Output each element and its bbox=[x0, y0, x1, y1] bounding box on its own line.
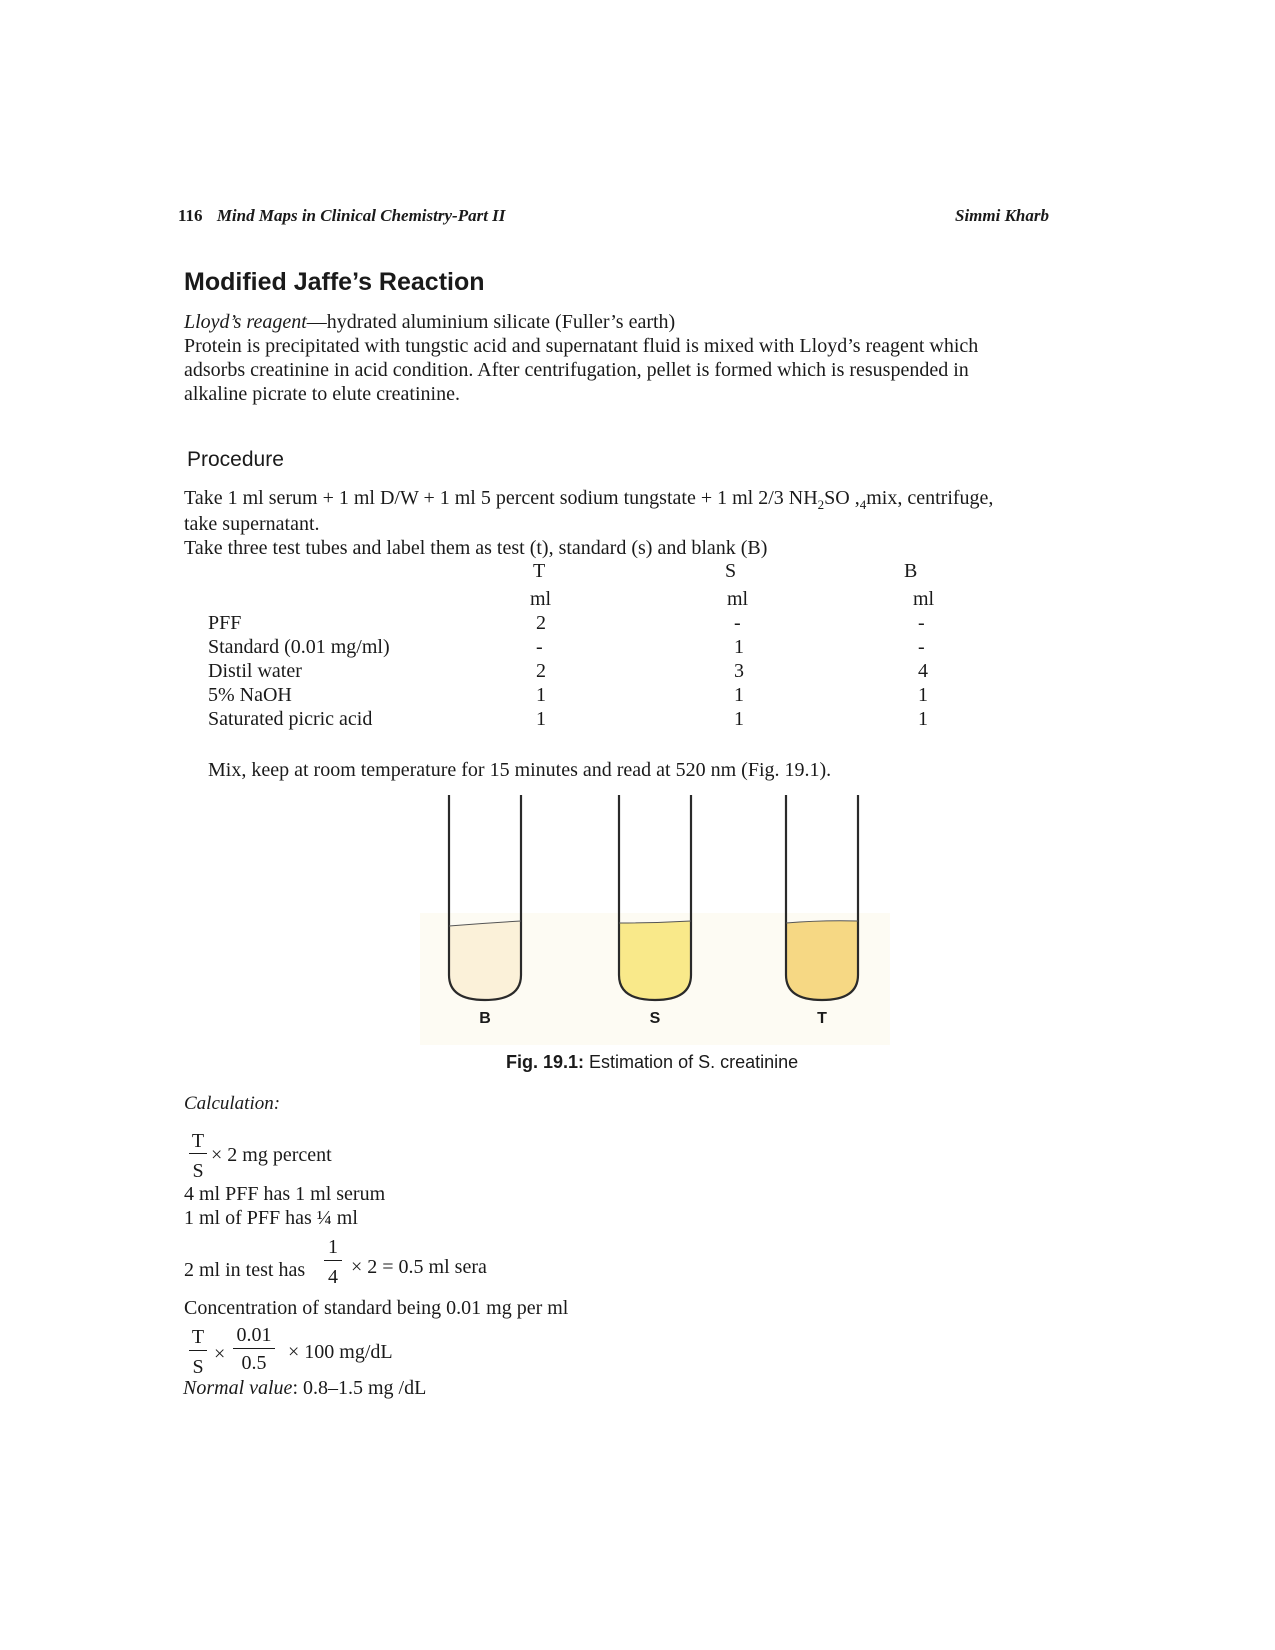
tube-label-b: B bbox=[479, 1010, 491, 1027]
table-cell: 4 bbox=[918, 660, 928, 682]
procedure-title: Procedure bbox=[187, 448, 284, 471]
table-cell: 1 bbox=[536, 684, 546, 706]
test-tube-b bbox=[449, 795, 521, 1000]
figure-caption-prefix: Fig. 19.1: bbox=[506, 1052, 585, 1072]
formula1-numerator: T bbox=[191, 1130, 205, 1152]
col-header-s: S bbox=[725, 560, 737, 582]
page-number: 116 bbox=[178, 206, 203, 225]
intro-line-2: adsorbs creatinine in acid condition. After centrifugation, pellet is formed which is resuspended in bbox=[184, 359, 969, 381]
table-row-label: Standard (0.01 mg/ml) bbox=[208, 636, 390, 658]
mix-note: Mix, keep at room temperature for 15 minutes and read at 520 nm (Fig. 19.1). bbox=[208, 759, 832, 781]
formula2-numerator: 1 bbox=[328, 1236, 338, 1258]
table-row-label: 5% NaOH bbox=[208, 684, 292, 706]
table-cell: - bbox=[918, 636, 925, 658]
book-title: Mind Maps in Clinical Chemistry-Part II bbox=[216, 206, 506, 225]
calc-line-standard: Concentration of standard being 0.01 mg per ml bbox=[184, 1297, 569, 1319]
table-cell: 1 bbox=[918, 708, 928, 730]
formula1-rest: × 2 mg percent bbox=[211, 1144, 332, 1166]
unit-t: ml bbox=[530, 588, 552, 610]
formula1-fraction-bar bbox=[189, 1153, 207, 1154]
tube-s-liquid bbox=[619, 921, 691, 1000]
formula3b-denominator: 0.5 bbox=[241, 1352, 267, 1374]
figure-caption bbox=[506, 1052, 798, 1073]
section-title: Modified Jaffe’s Reaction bbox=[184, 268, 485, 296]
tube-b-liquid bbox=[449, 921, 521, 1000]
table-row-label: PFF bbox=[208, 612, 242, 634]
procedure-line-3: Take three test tubes and label them as test (t), standard (s) and blank (B) bbox=[184, 537, 768, 559]
calc-line-test-post: × 2 = 0.5 ml sera bbox=[351, 1256, 487, 1278]
tube-t-liquid bbox=[786, 921, 858, 1000]
col-header-b: B bbox=[904, 560, 918, 582]
formula3b-fraction-bar bbox=[233, 1348, 275, 1349]
col-header-t: T bbox=[533, 560, 546, 582]
normal-value-label: Normal value bbox=[183, 1377, 293, 1399]
running-header-left bbox=[178, 206, 505, 226]
unit-s: ml bbox=[727, 588, 749, 610]
table-cell: 1 bbox=[734, 684, 744, 706]
formula2-fraction-bar bbox=[324, 1260, 342, 1261]
calc-line-test-pre: 2 ml in test has bbox=[184, 1259, 306, 1281]
formula3-times: × bbox=[214, 1343, 226, 1365]
table-cell: - bbox=[536, 636, 543, 658]
unit-b: ml bbox=[913, 588, 935, 610]
formula3-numerator: T bbox=[191, 1326, 205, 1348]
intro-line-3: alkaline picrate to elute creatinine. bbox=[184, 383, 460, 405]
calc-line-quarter: 1 ml of PFF has ¼ ml bbox=[184, 1207, 358, 1229]
term-definition: —hydrated aluminium silicate (Fuller’s earth) bbox=[306, 311, 676, 333]
formula3-rest: × 100 mg/dL bbox=[288, 1341, 393, 1363]
table-cell: 1 bbox=[536, 708, 546, 730]
tube-label-t: T bbox=[817, 1010, 827, 1027]
intro-definition bbox=[184, 310, 675, 334]
table-cell: 1 bbox=[734, 636, 744, 658]
procedure-line-1: Take 1 ml serum + 1 ml D/W + 1 ml 5 percent sodium tungstate + 1 ml 2/3 $NH_2SO$ $,_4mix$, centrifuge, bbox=[184, 487, 994, 512]
intro-line-1: Protein is precipitated with tungstic acid and supernatant fluid is mixed with Lloyd’s reagent which bbox=[184, 335, 979, 357]
tube-label-s: S bbox=[649, 1010, 661, 1027]
calc-line-pff: 4 ml PFF has 1 ml serum bbox=[184, 1183, 386, 1205]
calculation-title: Calculation: bbox=[184, 1093, 281, 1114]
table-cell: 1 bbox=[918, 684, 928, 706]
table-cell: 3 bbox=[734, 660, 744, 682]
table-cell: 2 bbox=[536, 612, 546, 634]
test-tube-s bbox=[619, 795, 691, 1000]
formula3-fraction-bar bbox=[189, 1350, 207, 1351]
formula2-denominator: 4 bbox=[328, 1266, 338, 1288]
figure-caption-text: Estimation of S. creatinine bbox=[584, 1052, 799, 1072]
author-name: Simmi Kharb bbox=[954, 206, 1049, 225]
formula3b-numerator: 0.01 bbox=[236, 1324, 272, 1346]
table-cell: 2 bbox=[536, 660, 546, 682]
test-tube-t bbox=[786, 795, 858, 1000]
normal-value-line bbox=[183, 1376, 426, 1400]
table-cell: 1 bbox=[734, 708, 744, 730]
table-row-label: Distil water bbox=[208, 660, 302, 682]
formula3-denominator: S bbox=[192, 1356, 204, 1378]
formula1-denominator: S bbox=[192, 1160, 204, 1182]
term-lloyds-reagent: Lloyd’s reagent bbox=[184, 311, 307, 333]
table-cell: - bbox=[918, 612, 925, 634]
normal-value-range: : 0.8–1.5 mg /dL bbox=[292, 1377, 427, 1399]
table-cell: - bbox=[734, 612, 741, 634]
test-tubes-figure bbox=[420, 795, 890, 1045]
table-row-label: Saturated picric acid bbox=[208, 708, 373, 730]
procedure-line-2: take supernatant. bbox=[184, 513, 320, 535]
